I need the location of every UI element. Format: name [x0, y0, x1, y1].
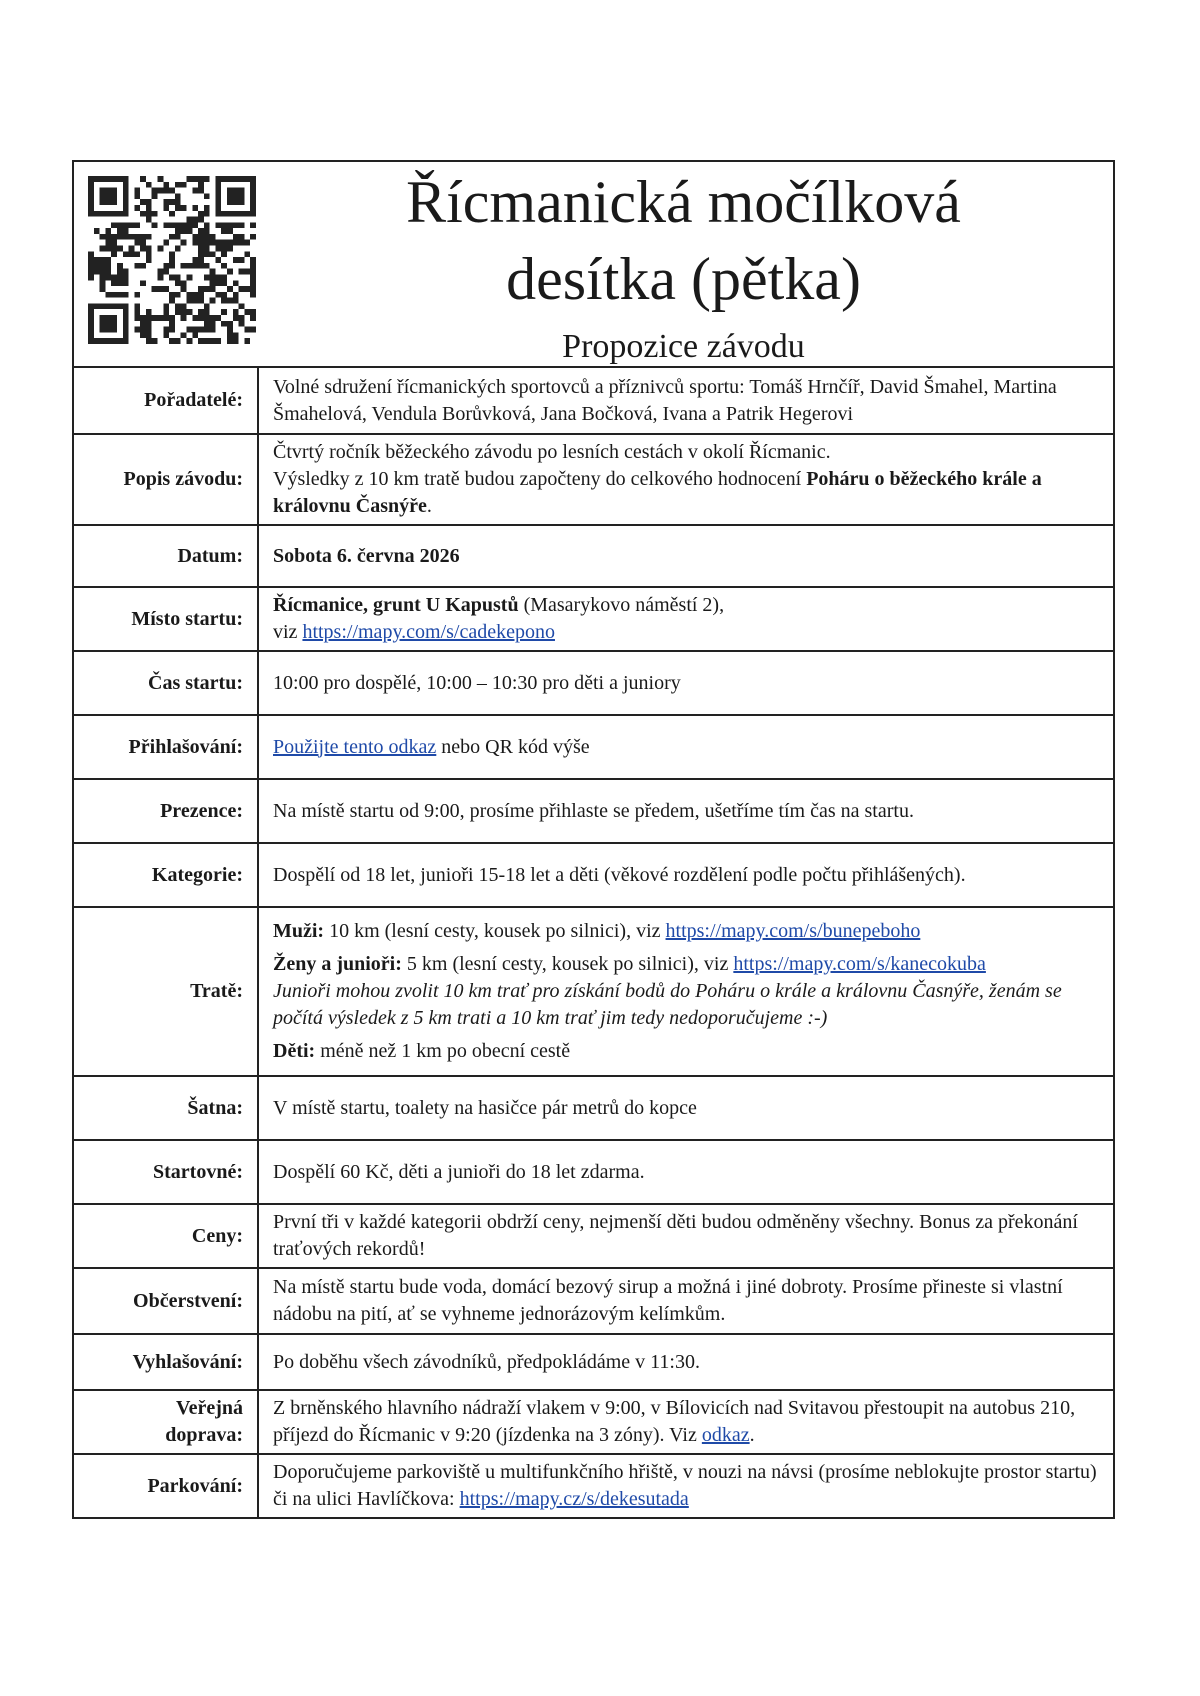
value-parkovani [258, 1454, 1113, 1517]
value-datum: Sobota 6. června 2026 [258, 525, 1113, 587]
doprava-label-2: doprava: [165, 1424, 243, 1446]
label-parkovani: Parkování: [74, 1454, 258, 1517]
registration-text: nebo QR kód výše [436, 735, 590, 758]
deti-text: méně než 1 km po obecní cestě [315, 1040, 571, 1062]
value-doprava [258, 1390, 1113, 1454]
value-prezence: Na místě startu od 9:00, prosíme přihlaste se předem, ušetříme tím čas na startu. [258, 779, 1113, 843]
muzi-label: Muži: [273, 920, 325, 942]
info-table [74, 368, 1113, 1517]
value-kategorie: Dospělí od 18 let, junioři 15-18 let a děti (věkové rozdělení podle počtu přihlášených). [258, 843, 1113, 907]
row-trate [74, 907, 1113, 1076]
juniori-note: Junioři mohou zvolit 10 km trať pro získání bodů do Poháru o krále a královnu Časnýře, ženám se počítá výsledek z 5 km trati a 10 km trať jim tedy nedoporučujeme :-) [273, 980, 1062, 1029]
value-poradatele: Volné sdružení řícmanických sportovců a příznivců sportu: Tomáš Hrnčíř, David Šmahel, Martina Šmahelová, Vendula Borůvková, Jana Bočková, Ivana a Patrik Hegerovi [273, 375, 1057, 425]
row-misto [74, 587, 1113, 651]
label-ceny: Ceny: [74, 1204, 258, 1268]
qr-code[interactable] [88, 176, 256, 344]
row-prezence [74, 779, 1113, 843]
row-ceny [74, 1204, 1113, 1268]
misto-address: (Masarykovo náměstí 2), [518, 594, 725, 616]
label-doprava [74, 1390, 258, 1454]
row-kategorie [74, 843, 1113, 907]
row-vyhlasovani [74, 1334, 1113, 1390]
row-startovne [74, 1140, 1113, 1204]
trat-deti [273, 1038, 1101, 1065]
label-poradatele: Pořadatelé: [74, 368, 258, 434]
row-satna [74, 1076, 1113, 1140]
doprava-label-1: Veřejná [175, 1397, 243, 1419]
label-startovne: Startovné: [74, 1140, 258, 1204]
doprava-text: Z brněnského hlavního nádraží vlakem v 9:00, v Bílovicích nad Svitavou přestoupit na autobus 210, příjezd do Řícmanic v 9:20 (jízdenka na 3 zóny). Viz [273, 1397, 1076, 1446]
trat-zeny [273, 951, 1101, 978]
label-trate: Tratě: [74, 907, 258, 1076]
value-misto [258, 587, 1113, 651]
value-trate [258, 907, 1113, 1076]
value-satna: V místě startu, toalety na hasičce pár metrů do kopce [258, 1076, 1113, 1140]
label-prezence: Prezence: [74, 779, 258, 843]
label-obcerstveni: Občerstvení: [74, 1268, 258, 1334]
misto-name: Řícmanice, grunt U Kapustů [273, 594, 519, 616]
trat-muzi [273, 918, 1101, 945]
title-line-1: Řícmanická močílková [406, 169, 961, 235]
row-parkovani [74, 1454, 1113, 1517]
value-startovne: Dospělí 60 Kč, děti a junioři do 18 let zdarma. [258, 1140, 1113, 1204]
parkovani-map-link[interactable]: https://mapy.cz/s/dekesutada [459, 1488, 689, 1510]
popis-line-2: Výsledky z 10 km tratě budou započteny do celkového hodnocení [273, 468, 807, 490]
pohar-name: Poháru o běžeckého krále a královnu Časnýře [273, 468, 1042, 517]
document-header [74, 162, 1113, 368]
label-popis: Popis závodu: [74, 434, 258, 525]
row-doprava [74, 1390, 1113, 1454]
value-cas: 10:00 pro dospělé, 10:00 – 10:30 pro děti a juniory [258, 651, 1113, 715]
muzi-text: 10 km (lesní cesty, kousek po silnici), viz [324, 920, 666, 942]
row-cas [74, 651, 1113, 715]
label-satna: Šatna: [74, 1076, 258, 1140]
row-obcerstveni [74, 1268, 1113, 1334]
label-prihlasovani: Přihlašování: [74, 715, 258, 779]
misto-map-link[interactable]: https://mapy.com/s/cadekepono [302, 621, 555, 643]
popis-line-1: Čtvrtý ročník běžeckého závodu po lesních cestách v okolí Řícmanic. [273, 441, 831, 463]
label-datum: Datum: [74, 525, 258, 587]
value-obcerstveni: Na místě startu bude voda, domácí bezový sirup a možná i jiné dobroty. Prosíme přineste si vlastní nádobu na pití, ať se vyhneme jednorázovým kelímkům. [258, 1268, 1113, 1334]
label-vyhlasovani: Vyhlašování: [74, 1334, 258, 1390]
row-prihlasovani [74, 715, 1113, 779]
label-misto: Místo startu: [74, 587, 258, 651]
parkovani-text: Doporučujeme parkoviště u multifunkčního hřiště, v nouzi na návsi (prosíme neblokujte prostor startu) či na ulici Havlíčkova: [273, 1461, 1097, 1510]
document-subtitle: Propozice závodu [562, 328, 805, 365]
event-title [274, 164, 1093, 318]
zeny-map-link[interactable]: https://mapy.com/s/kanecokuba [733, 953, 986, 975]
row-popis [74, 434, 1113, 525]
zeny-label: Ženy a junioři: [273, 953, 402, 975]
popis-end: . [426, 495, 432, 517]
row-datum [74, 525, 1113, 587]
misto-viz: viz [273, 621, 303, 643]
row-poradatele [74, 368, 1113, 434]
title-line-2: desítka (pětka) [506, 246, 861, 312]
label-kategorie: Kategorie: [74, 843, 258, 907]
value-ceny: První tři v každé kategorii obdrží ceny, nejmenší děti budou odměněny všechny. Bonus za překonání traťových rekordů! [258, 1204, 1113, 1268]
value-prihlasovani [258, 715, 1113, 779]
doprava-link[interactable]: odkaz [701, 1424, 750, 1446]
label-cas: Čas startu: [74, 651, 258, 715]
value-vyhlasovani: Po doběhu všech závodníků, předpokládáme v 11:30. [258, 1334, 1113, 1390]
muzi-map-link[interactable]: https://mapy.com/s/bunepeboho [665, 920, 921, 942]
doprava-end: . [749, 1424, 755, 1446]
propozice-document [72, 160, 1115, 1519]
zeny-text: 5 km (lesní cesty, kousek po silnici), viz [401, 953, 734, 975]
registration-link[interactable]: Použijte tento odkaz [273, 735, 437, 758]
deti-label: Děti: [273, 1040, 316, 1062]
value-popis [258, 434, 1113, 525]
